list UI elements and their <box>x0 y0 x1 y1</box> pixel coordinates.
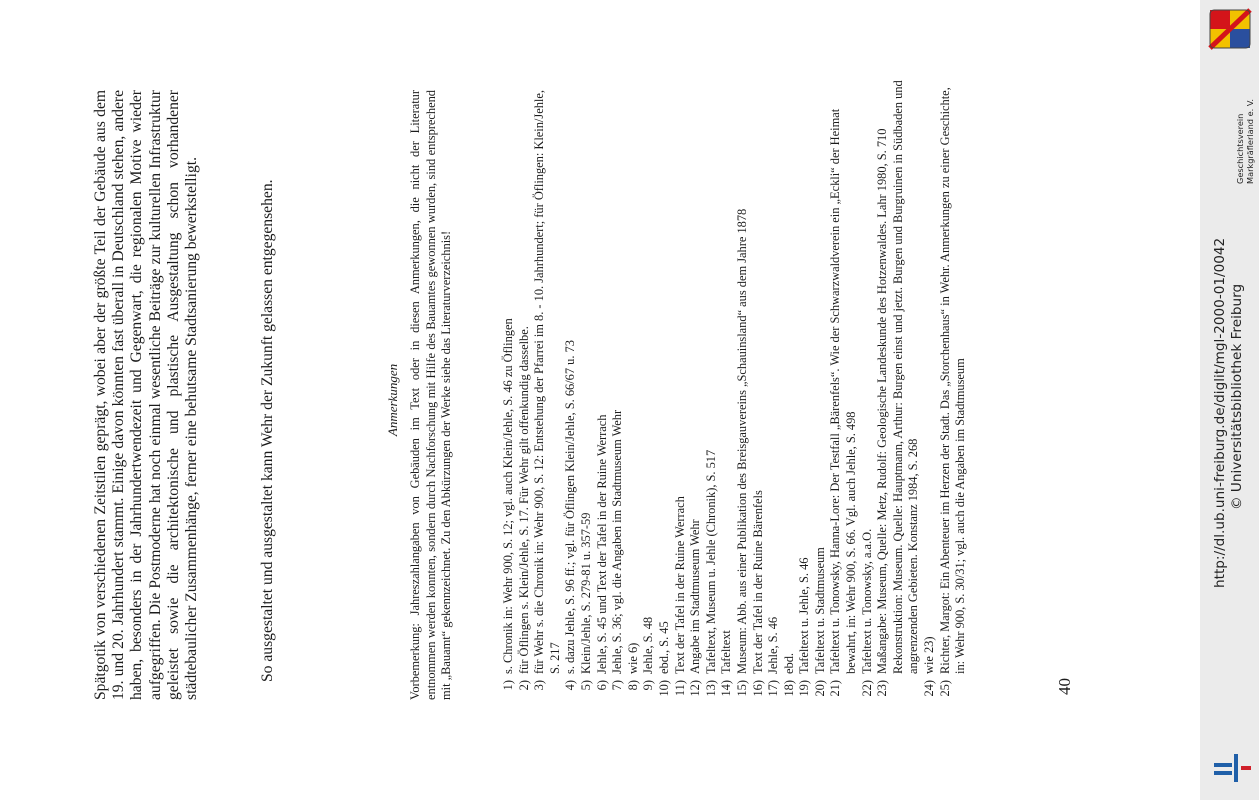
footnote-text: s. dazu Jehle, S. 96 ff.; vgl. für Öflingen Klein/Jehle, S. 66/67 u. 73 <box>563 340 578 674</box>
footnote-item <box>875 80 922 700</box>
coat-of-arms-logo <box>1208 8 1252 50</box>
crest-field-blue <box>1230 29 1250 48</box>
footnote-text: Museum: Abb. aus einer Publikation des Breisgauvereins „Schauinsland“ aus dem Jahre 1878 <box>734 208 749 674</box>
footnote-number: 10) <box>656 680 671 697</box>
footnote-number: 9) <box>641 680 656 691</box>
permalink-url[interactable]: http://dl.ub.uni-freiburg.de/diglit/mgl-2000-01/0042 <box>1212 237 1228 588</box>
footnote-number: 25) <box>937 680 952 697</box>
footnote-item <box>922 80 938 700</box>
footnote-item <box>938 80 969 700</box>
footnote-text: Klein/Jehle, S. 279-81 u. 357-59 <box>578 512 593 674</box>
footnote-number: 13) <box>703 680 718 697</box>
footnote-number: 1) <box>501 680 515 691</box>
footnote-item <box>673 80 689 700</box>
crest-field-red <box>1210 10 1230 29</box>
footnote-text: Text der Tafel in der Ruine Werrach <box>672 496 687 674</box>
footnote-item <box>813 80 829 700</box>
footnote-number: 17) <box>766 680 781 697</box>
footnote-text: wie 23) <box>922 636 937 674</box>
footnote-item <box>626 80 642 700</box>
org-name-line1: Geschichtsverein <box>1235 113 1245 184</box>
footnote-item <box>719 80 735 700</box>
notes-heading: Anmerkungen <box>385 363 400 437</box>
footnote-item <box>828 80 859 700</box>
footnote-text: für Öflingen s. Klein/Jehle, S. 17. Für Wehr gilt offenkundig dasselbe. <box>516 326 531 674</box>
footnote-text: für Wehr s. die Chronik in: Wehr 900, S. 12: Entstehung der Pfarrei im 8. - 10. Jahrhundert; für Öflingen: Klein/Jehle, S. 217 <box>532 90 562 674</box>
footnote-item <box>517 80 533 700</box>
copyright-notice: © Universitätsbibliothek Freiburg <box>1229 283 1245 510</box>
footnote-item <box>704 80 720 700</box>
footnote-number: 5) <box>578 680 593 691</box>
footnote-text: Jehle, S. 45 und Text der Tafel in der Ruine Werrach <box>594 414 609 674</box>
footnote-text: Tafeltext, Museum u. Jehle (Chronik), S. 517 <box>703 449 718 674</box>
footnote-text: Text der Tafel in der Ruine Bärenfels <box>750 490 765 674</box>
logo-bar-red <box>1241 766 1251 770</box>
logo-bar-top <box>1214 763 1232 767</box>
footnote-item <box>797 80 813 700</box>
footnote-text: ebd., S. 45 <box>656 621 671 674</box>
footnote-text: Richter, Margot: Ein Abenteuer im Herzen der Stadt. Das „Storchenhaus“ in Wehr. Anmerkungen zu einer Geschichte, in: Wehr 900, S. 30/31; vgl. auch die Angaben im Stadtmuseum <box>937 87 968 674</box>
footnote-number: 7) <box>610 680 625 691</box>
footnote-item <box>610 80 626 700</box>
footnote-number: 18) <box>781 680 796 697</box>
footnote-text: Jehle, S. 46 <box>766 616 781 674</box>
footnote-item <box>860 80 876 700</box>
footnote-item <box>751 80 767 700</box>
footnote-number: 3) <box>532 680 547 691</box>
footnote-number: 20) <box>812 680 827 697</box>
footnote-text: Tafeltext u. Tonowsky, a.a.O. <box>859 528 874 674</box>
footnote-item <box>595 80 611 700</box>
footnote-number: 15) <box>734 680 749 697</box>
body-paragraph-2: So ausgestaltet und ausgestaltet kann Wehr der Zukunft gelassen entgegensehen. <box>259 179 276 682</box>
footnote-text: Jehle, S. 36; vgl. die Angaben im Stadtmuseum Wehr <box>610 409 625 674</box>
org-name-line2: Markgräflerland e. V. <box>1245 99 1255 184</box>
footnote-text: Tafeltext u. Jehle, S. 46 <box>797 557 812 674</box>
footnote-text: Maßangabe: Museum, Quelle: Metz, Rudolf: Geologische Landeskunde des Hotzenwaldes. Lahr 1980, S. 710 Rekonstruktion: Museum. Quelle: Hauptmann, Arthur: Burgen einst und jetzt. Burgen und Burgruinen in Südbaden und angrenzenden Gebieten. Konstanz 1984, S. 268 <box>875 80 921 674</box>
footnote-item <box>641 80 657 700</box>
footnote-number: 6) <box>594 680 609 691</box>
footnote-text: Jehle, S. 48 <box>641 616 656 674</box>
footnote-text: wie 6) <box>625 642 640 674</box>
footnote-item <box>782 80 798 700</box>
university-library-logo <box>1212 752 1254 784</box>
footnote-number: 12) <box>688 680 703 697</box>
footnote-item <box>532 80 563 700</box>
footnote-number: 4) <box>563 680 578 691</box>
footnote-number: 16) <box>750 680 765 697</box>
footnote-number: 2) <box>516 680 531 691</box>
footnote-number: 24) <box>922 680 937 697</box>
footnote-list <box>501 80 969 700</box>
logo-bar-vertical <box>1234 754 1238 782</box>
footnote-item <box>563 80 579 700</box>
logo-bar-bottom <box>1214 771 1232 775</box>
footnote-item <box>766 80 782 700</box>
footnote-number: 23) <box>875 680 890 697</box>
footnote-text: s. Chronik in: Wehr 900, S. 12; vgl. auch Klein/Jehle, S. 46 zu Öflingen <box>501 318 515 674</box>
footnote-number: 14) <box>719 680 734 697</box>
page-number: 40 <box>1055 678 1074 695</box>
footnote-text: Tafeltext u. Stadtmuseum <box>812 547 827 674</box>
footnote-text: Tafeltext u. Tonowsky, Hanna-Lore: Der Testfall „Bärenfels“. Wie der Schwarzwaldverein ein „Eckli“ der Heimat bewahrt, in: Wehr 900, S. 66. Vgl. auch Jehle, S. 498 <box>828 108 859 674</box>
footnote-item <box>579 80 595 700</box>
footnote-text: Angabe im Stadtmuseum Wehr <box>688 519 703 674</box>
footnote-number: 21) <box>828 680 843 697</box>
body-paragraph-1: Spätgotik von verschiedenen Zeitstilen geprägt, wobei aber der größte Teil der Gebäude aus dem 19. und 20. Jahrhundert stammt. Einige davon könnten fast überall in Deutschland stehen, andere haben, besonders in der Jahrhundertwendezeit und Gegenwart, die regionalen Motive wieder aufgegriffen. Die Postmoderne hat noch einmal wesentliche Beiträge zur kulturellen Infrastruktur geleistet sowie die architektonische und plastische Ausgestaltung schon vorhandener städtebaulicher Zusammenhänge, ferner eine behutsame Stadtsanierung bewerkstelligt. <box>92 90 201 700</box>
footnote-text: ebd. <box>781 653 796 674</box>
footnote-text: Tafeltext <box>719 630 734 674</box>
footnote-item <box>735 80 751 700</box>
footnote-number: 8) <box>625 680 640 691</box>
footnote-item <box>657 80 673 700</box>
footnote-number: 19) <box>797 680 812 697</box>
preliminary-note: Vorbemerkung: Jahreszahlangaben von Gebäuden im Text oder in diesen Anmerkungen, die nicht der Literatur entnommen werden konnten, sondern durch Nachforschung mit Hilfe des Bauamtes gewonnen wurden, sind entsprechend mit „Bauamt“ gekennzeichnet. Zu den Abkürzungen der Werke siehe das Literaturverzeichnis! <box>408 90 454 700</box>
footnote-item <box>688 80 704 700</box>
footnote-number: 11) <box>672 680 687 697</box>
footnote-number: 22) <box>859 680 874 697</box>
footnote-item <box>501 80 517 700</box>
